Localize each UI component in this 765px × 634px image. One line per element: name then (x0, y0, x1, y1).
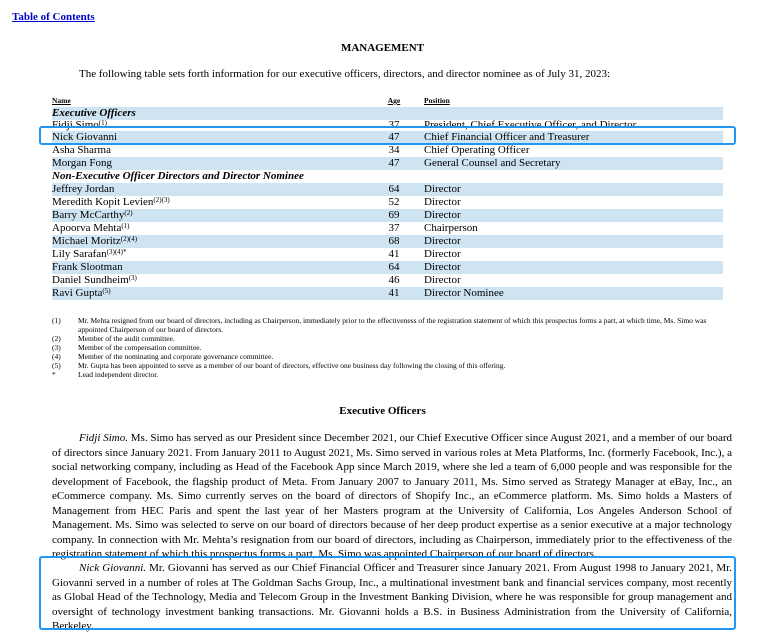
row-name: Nick Giovanni (52, 131, 370, 144)
table-row (52, 248, 723, 261)
header-position: Position (424, 96, 450, 105)
row-age: 37 (388, 120, 400, 131)
row-name: Frank Slootman (52, 261, 370, 274)
table-row (52, 222, 723, 235)
row-age: 52 (388, 196, 400, 208)
row-name: Apoorva Mehta$^{(1)}$ (52, 222, 130, 234)
section-title: MANAGEMENT (340, 42, 425, 54)
bio-name: Fidji Simo. (79, 432, 128, 444)
table-of-contents-link[interactable]: Table of Contents (12, 11, 95, 23)
row-age: 37 (388, 222, 400, 234)
row-age: 47 (370, 131, 418, 144)
row-age: 68 (370, 235, 418, 248)
table-row (52, 235, 723, 248)
table-row (52, 144, 723, 157)
row-name: Meredith Kopit Levien$^{(2)(3)}$ (52, 196, 170, 208)
bio-text: Mr. Giovanni has served as our Chief Financial Officer and Treasurer since January 2021. From August 1998 to January 2021, Mr. Giovanni served in a number of roles at The Goldman Sachs Group, Inc., a multinational investment bank and financial services company, most recently as Global Head of the Technology, Media and Telecom Group in the Investment Banking Division, where he was responsible for group management and oversight of technology investment banking transactions. Mr. Giovanni holds a B.S. in Business Administration from the University of California, Berkeley. (52, 562, 732, 632)
table-row (52, 183, 723, 196)
row-position: Chief Financial Officer and Treasurer (418, 131, 723, 144)
row-position: Director (424, 274, 461, 286)
table-row (52, 196, 723, 209)
footnote-text: Member of the nominating and corporate governance committee. (78, 352, 274, 361)
table-row (52, 274, 723, 287)
footnote-text: Mr. Mehta resigned from our board of directors, including as Chairperson, immediately prior to the effectiveness of the registration statement of which this prospectus forms a part, at which time, Ms. Simo was appointed Chairperson of our board of directors. (78, 316, 707, 334)
row-age: 46 (388, 274, 400, 286)
row-position: Director (418, 183, 723, 196)
executive-officers-heading: Executive Officers (339, 405, 426, 417)
row-name: Lily Sarafan$^{(3)(4)*}$ (52, 248, 127, 260)
row-position: Chief Operating Officer (424, 144, 530, 156)
footnote-mark: (3) (52, 343, 61, 352)
row-age: 64 (370, 261, 418, 274)
row-position: General Counsel and Secretary (418, 157, 723, 170)
bio-paragraph (52, 431, 732, 562)
footnote-mark: (1) (52, 316, 61, 325)
row-name: Michael Moritz$^{(2)(4)}$ (52, 235, 370, 248)
row-position: Director (418, 209, 723, 222)
management-table (52, 94, 723, 300)
table-row (52, 209, 723, 222)
row-name: Barry McCarthy$^{(2)}$ (52, 209, 370, 222)
footnote-text: Lead independent director. (78, 370, 159, 379)
footnote-mark: (4) (52, 352, 61, 361)
row-age: 69 (370, 209, 418, 222)
row-name: Daniel Sundheim$^{(3)}$ (52, 274, 137, 286)
footnote-mark: (5) (52, 361, 61, 370)
header-name: Name (52, 96, 71, 105)
highlight-box-paragraph (39, 556, 736, 630)
highlight-box-table-row (39, 126, 736, 145)
footnote (52, 343, 732, 352)
row-age: 64 (370, 183, 418, 196)
footnote-text: Member of the compensation committee. (78, 343, 202, 352)
section-label: Non-Executive Officer Directors and Director Nominee (52, 170, 304, 182)
table-row (52, 261, 723, 274)
row-name: Asha Sharma (52, 144, 111, 156)
row-name: Fidji Simo$^{(1)}$ (52, 120, 107, 131)
row-position: President, Chief Executive Officer, and Director (424, 120, 637, 131)
row-age: 47 (370, 157, 418, 170)
footnote-mark: * (52, 370, 56, 379)
section-row-non-executive (52, 170, 723, 183)
header-age: Age (387, 96, 401, 105)
footnote (52, 316, 732, 334)
row-position: Director (424, 248, 461, 260)
footnotes (52, 316, 732, 379)
section-row-executive (52, 107, 723, 120)
row-position: Director (424, 196, 461, 208)
footnote (52, 334, 732, 343)
footnote (52, 370, 732, 379)
footnote (52, 361, 732, 370)
footnote-text: Member of the audit committee. (78, 334, 175, 343)
row-position: Director (418, 261, 723, 274)
intro-text: The following table sets forth information for our executive officers, directors, and director nominee as of July 31, 2023: (79, 68, 611, 80)
row-name: Ravi Gupta$^{(5)}$ (52, 287, 370, 300)
section-label: Executive Officers (52, 107, 723, 120)
bio-text: Ms. Simo has served as our President since December 2021, our Chief Executive Officer since August 2021, and a member of our board of directors since January 2021. From January 2011 to August 2021, Ms. Simo served in various roles at Meta Platforms, Inc. (formerly Facebook, Inc.), a social networking company, including as Head of the Facebook App since March 2019, where she led a team of 6,000 people and was responsible for the development of Facebook, the flagship product of Meta. From January 2007 to January 2011, Ms. Simo served as Strategy Manager at eBay, Inc., an eCommerce company. Ms. Simo currently serves on the board of directors of Shopify Inc., an eCommerce platform. Ms. Simo holds a Masters of Management from HEC Paris and spent the last year of her Masters program at the University of California, Los Angeles Anderson School of Management. Ms. Simo was selected to serve on our board of directors because of her deep product expertise as a senior executive at a major technology company. In connection with Mr. Mehta’s resignation from our board of directors, including as Chairperson, immediately prior to the effectiveness of the registration statement of which this prospectus forms a part, Ms. Simo was appointed Chairperson of our board of directors. (52, 432, 733, 560)
footnote (52, 352, 732, 361)
table-row (52, 287, 723, 300)
bio-name: Nick Giovanni. (79, 562, 146, 574)
table-row (52, 157, 723, 170)
row-position: Director Nominee (418, 287, 723, 300)
row-position: Director (418, 235, 723, 248)
row-name: Jeffrey Jordan (52, 183, 370, 196)
footnote-mark: (2) (52, 334, 61, 343)
row-age: 41 (388, 248, 400, 260)
footnote-text: Mr. Gupta has been appointed to serve as a member of our board of directors, effective one business day following the closing of this offering. (78, 361, 506, 370)
row-age: 41 (370, 287, 418, 300)
row-position: Chairperson (424, 222, 478, 234)
row-name: Morgan Fong (52, 157, 370, 170)
table-header-row (52, 94, 723, 107)
row-age: 34 (388, 144, 400, 156)
